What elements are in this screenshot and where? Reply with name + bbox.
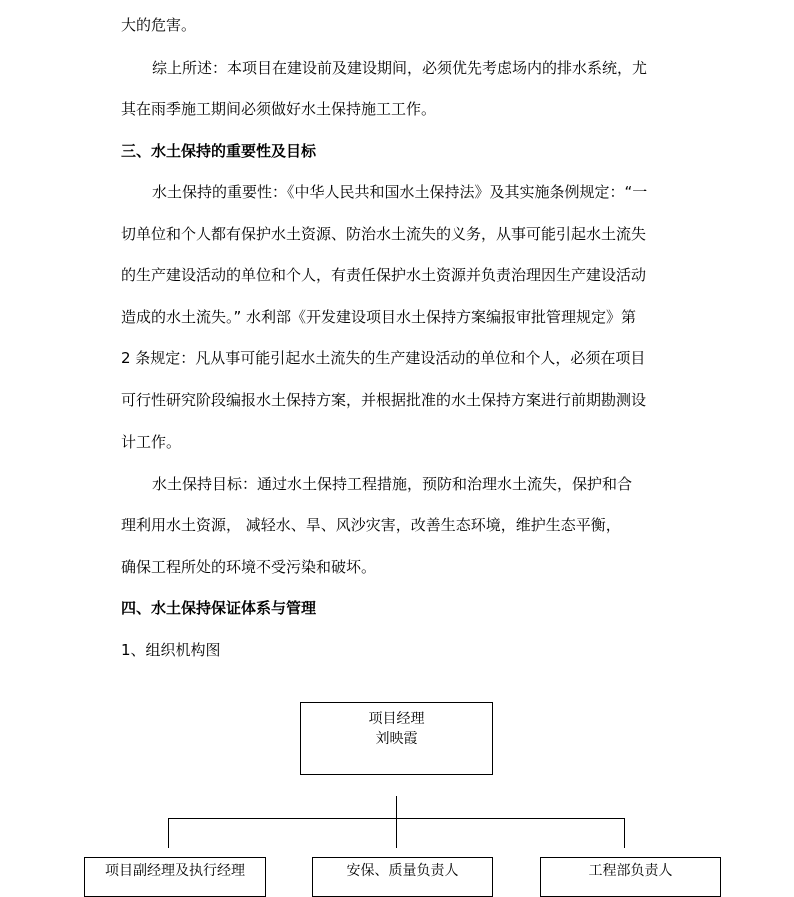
section-heading-4: 四、水土保持保证体系与管理 xyxy=(121,599,317,617)
paragraph-line: 的生产建设活动的单位和个人，有责任保护水土资源并负责治理因生产建设活动 xyxy=(121,266,647,284)
subsection-title: 1、组织机构图 xyxy=(121,641,221,659)
org-box-child-2 xyxy=(312,857,493,897)
paragraph-line: 水土保持目标：通过水土保持工程措施，预防和治理水土流失，保护和合 xyxy=(152,475,633,493)
paragraph-line: 理利用水土资源， 减轻水、旱、风沙灾害，改善生态环境，维护生态平衡， xyxy=(121,516,621,534)
org-top-role: 项目经理 xyxy=(368,711,425,727)
section-heading-3: 三、水土保持的重要性及目标 xyxy=(121,142,317,160)
paragraph-line: 计工作。 xyxy=(121,433,182,451)
org-connector-left xyxy=(168,818,169,848)
org-child-1-role: 项目副经理及执行经理 xyxy=(105,863,245,879)
org-child-3-role: 工程部负责人 xyxy=(588,863,673,879)
org-box-top xyxy=(300,702,493,775)
paragraph-line: 综上所述：本项目在建设前及建设期间，必须优先考虑场内的排水系统，尤 xyxy=(152,59,648,77)
paragraph-line: 大的危害。 xyxy=(121,16,197,34)
paragraph-line: 2 条规定：凡从事可能引起水土流失的生产建设活动的单位和个人，必须在项目 xyxy=(121,349,646,367)
paragraph-line: 水土保持的重要性：《中华人民共和国水土保持法》及其实施条例规定：“一 xyxy=(152,183,648,201)
org-connector-right xyxy=(624,818,625,848)
org-child-2-role: 安保、质量负责人 xyxy=(346,863,459,879)
org-top-name: 刘映霞 xyxy=(375,731,418,747)
org-connector-middle xyxy=(396,818,397,848)
paragraph-line: 其在雨季施工期间必须做好水土保持施工工作。 xyxy=(121,100,437,118)
org-box-child-3 xyxy=(540,857,721,897)
org-connector-vertical-top xyxy=(396,796,397,819)
org-box-child-1 xyxy=(84,857,266,897)
paragraph-line: 确保工程所处的环境不受污染和破坏。 xyxy=(121,558,377,576)
paragraph-line: 可行性研究阶段编报水土保持方案，并根据批准的水土保持方案进行前期勘测设 xyxy=(121,391,647,409)
paragraph-line: 造成的水土流失。” 水利部《开发建设项目水土保持方案编报审批管理规定》第 xyxy=(121,308,637,326)
paragraph-line: 切单位和个人都有保护水土资源、防治水土流失的义务，从事可能引起水土流失 xyxy=(121,225,647,243)
